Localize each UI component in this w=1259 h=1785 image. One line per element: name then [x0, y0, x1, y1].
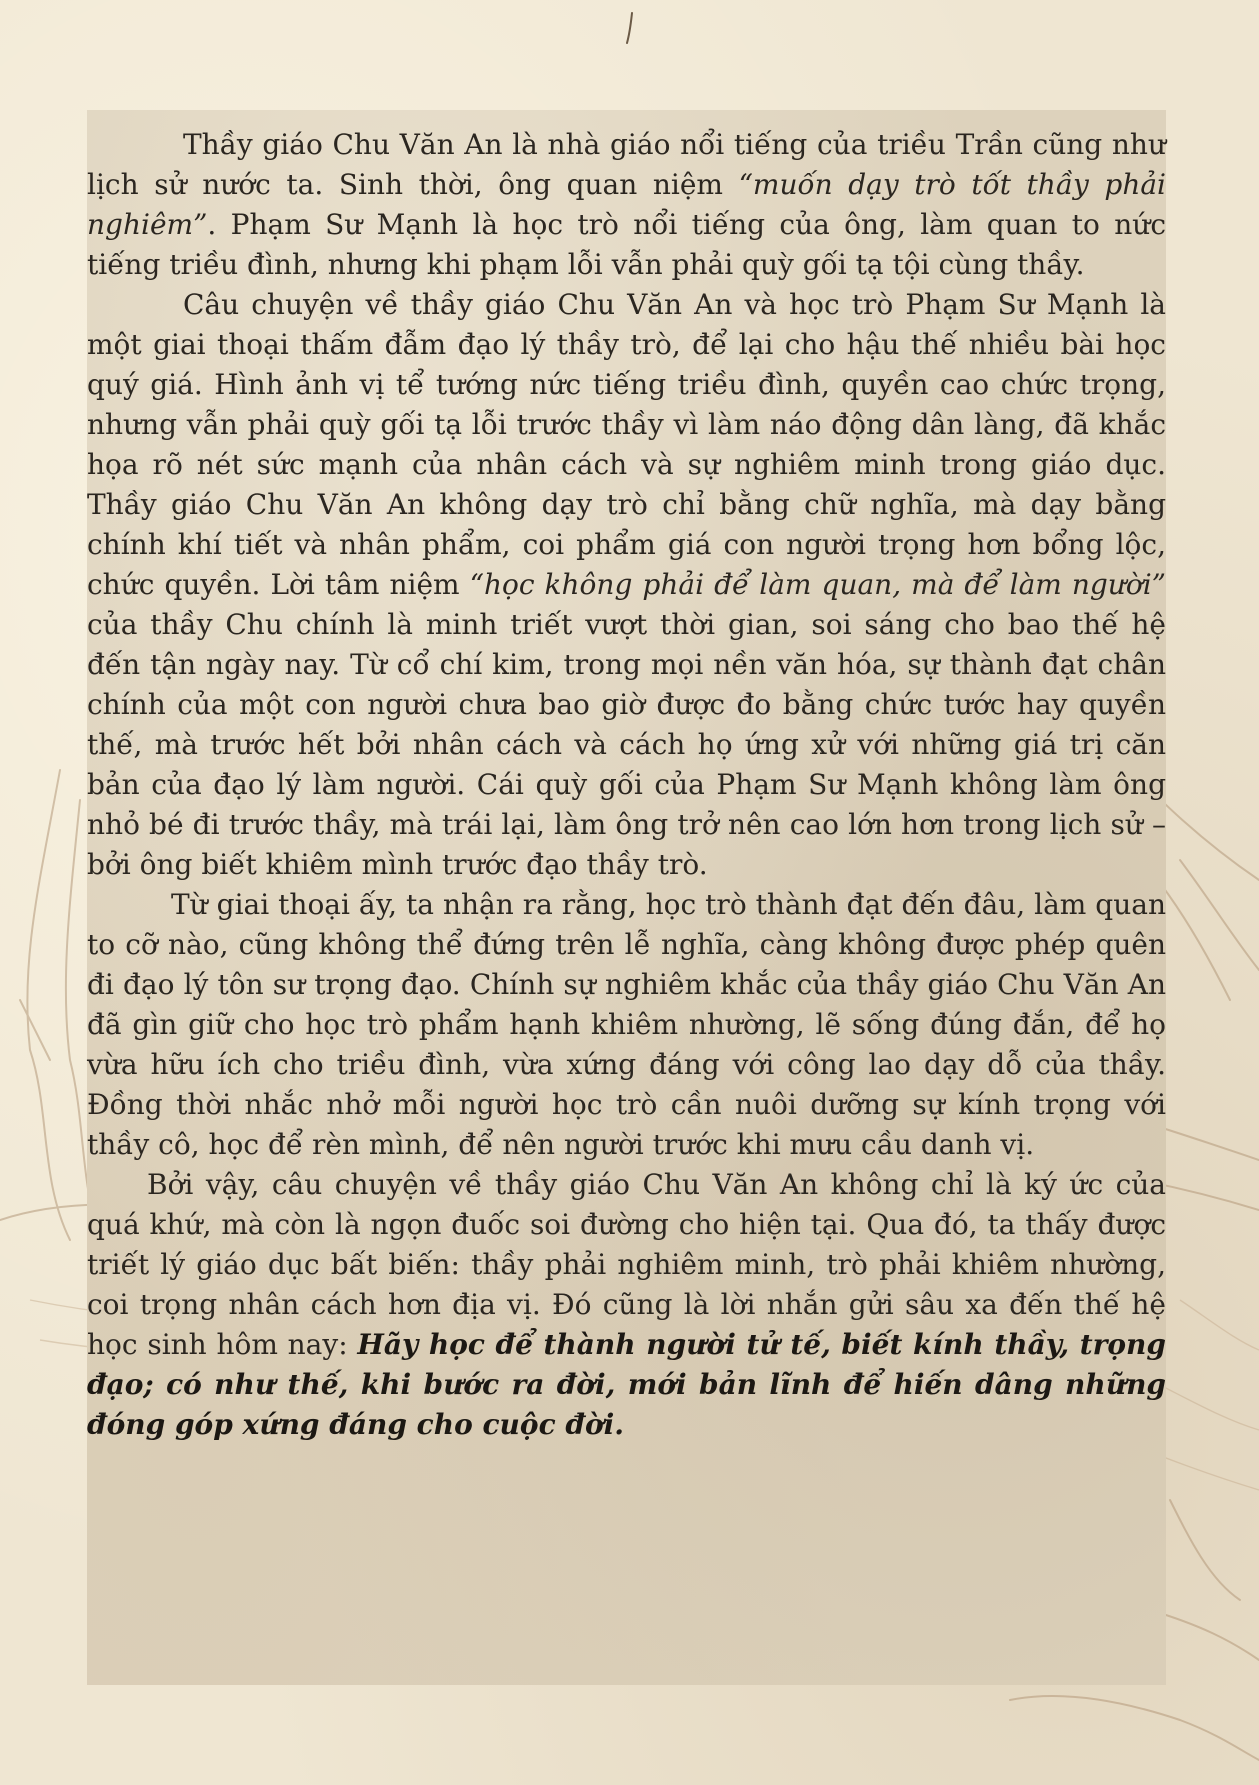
paragraph-4-text: Bởi vậy, câu chuyện về thầy giáo Chu Văn An không chỉ là ký ức của quá khứ, mà còn là ngọn đuốc soi đường cho hiện tại. Qua đó, ta thấy được triết lý giáo dục bất biến: thầy phải nghiêm minh, trò phải khiêm nhường, coi trọng nhân cách hơn địa vị. Đó cũng là lời nhắn gửi sâu xa đến thế hệ học sinh hôm nay:	[87, 1168, 1166, 1361]
paragraph-1-quote: “muốn dạy trò tốt thầy phải nghiêm”	[87, 168, 1167, 241]
paragraph-4	[87, 1165, 1166, 1445]
paragraph-2-text: Câu chuyện về thầy giáo Chu Văn An và học trò Phạm Sư Mạnh là một giai thoại thấm đẫm đạo lý thầy trò, để lại cho hậu thế nhiều bài học quý giá. Hình ảnh vị tể tướng nức tiếng triều đình, quyền cao chức trọng, nhưng vẫn phải quỳ gối tạ lỗi trước thầy vì làm náo động dân làng, đã khắc họa rõ nét sức mạnh của nhân cách và sự nghiêm minh trong giáo dục. Thầy giáo Chu Văn An không dạy trò chỉ bằng chữ nghĩa, mà dạy bằng chính khí tiết và nhân phẩm, coi phẩm giá con người trọng hơn bổng lộc, chức quyền. Lời tâm niệm	[87, 288, 1166, 601]
paragraph-3-text: Từ giai thoại ấy, ta nhận ra rằng, học trò thành đạt đến đâu, làm quan to cỡ nào, cũng không thể đứng trên lễ nghĩa, càng không được phép quên đi đạo lý tôn sư trọng đạo. Chính sự nghiêm khắc của thầy giáo Chu Văn An đã gìn giữ cho học trò phẩm hạnh khiêm nhường, lẽ sống đúng đắn, để họ vừa hữu ích cho triều đình, vừa xứng đáng với công lao dạy dỗ của thầy. Đồng thời nhắc nhở mỗi người học trò cần nuôi dưỡng sự kính trọng với thầy cô, học để rèn mình, để nên người trước khi mưu cầu danh vị.	[87, 888, 1166, 1161]
text-panel	[87, 110, 1166, 1685]
paragraph-2-quote: “học không phải để làm quan, mà để làm người”	[469, 568, 1166, 601]
paragraph-2-text-cont: của thầy Chu chính là minh triết vượt thời gian, soi sáng cho bao thế hệ đến tận ngày nay. Từ cổ chí kim, trong mọi nền văn hóa, sự thành đạt chân chính của một con người chưa bao giờ được đo bằng chức tước hay quyền thế, mà trước hết bởi nhân cách và cách họ ứng xử với những giá trị căn bản của đạo lý làm người. Cái quỳ gối của Phạm Sư Mạnh không làm ông nhỏ bé đi trước thầy, mà trái lại, làm ông trở nên cao lớn hơn trong lịch sử – bởi ông biết khiêm mình trước đạo thầy trò.	[87, 608, 1166, 881]
paragraph-1-text: Thầy giáo Chu Văn An là nhà giáo nổi tiếng của triều Trần cũng như lịch sử nước ta. Sinh thời, ông quan niệm	[87, 128, 1166, 201]
decorative-stroke	[625, 12, 635, 44]
paragraph-3	[87, 885, 1166, 1165]
closing-message: Hãy học để thành người tử tế, biết kính thầy, trọng đạo; có như thế, khi bước ra đời, mới bản lĩnh để hiến dâng những đóng góp xứng đáng cho cuộc đời.	[87, 1328, 1166, 1441]
paragraph-2	[87, 285, 1166, 885]
paragraph-1	[87, 125, 1166, 285]
paragraph-1-text-cont: . Phạm Sư Mạnh là học trò nổi tiếng của ông, làm quan to nức tiếng triều đình, nhưng khi phạm lỗi vẫn phải quỳ gối tạ tội cùng thầy.	[87, 208, 1166, 281]
